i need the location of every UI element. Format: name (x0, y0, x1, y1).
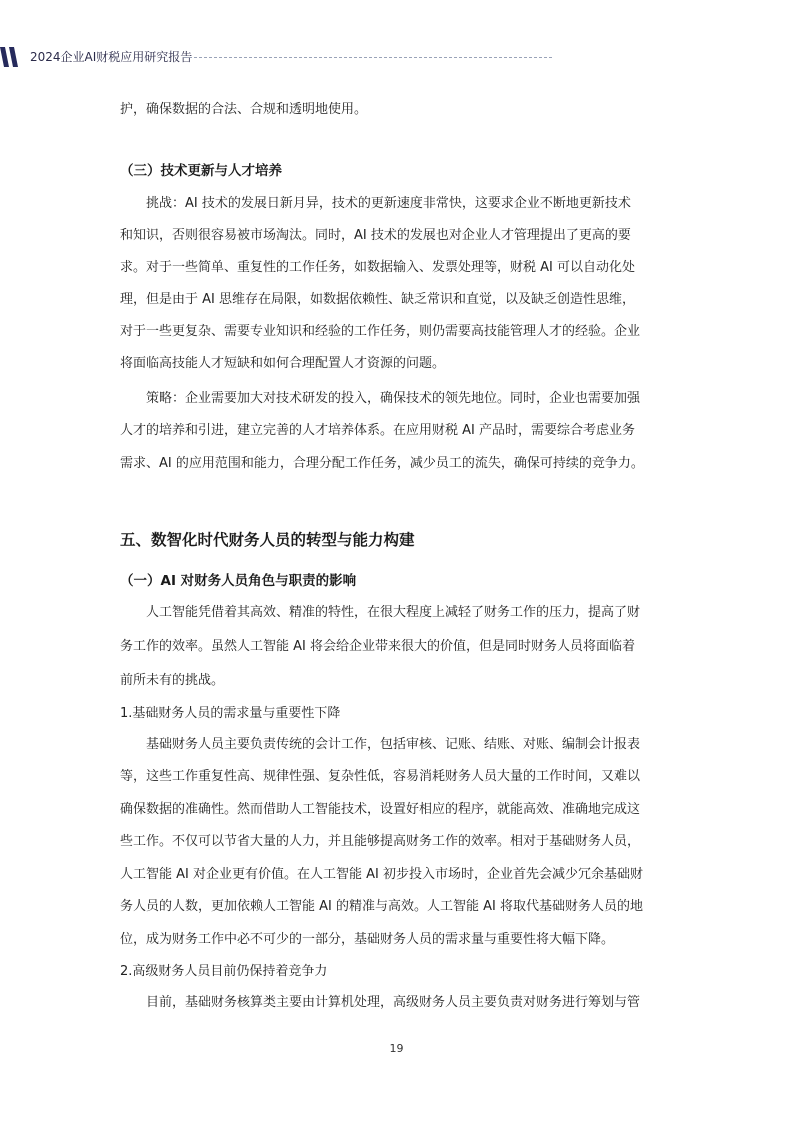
point-1-line: 确保数据的准确性。然而借助人工智能技术，设置好相应的程序，就能高效、准确地完成这 (120, 802, 641, 817)
challenge-line: 对于一些更复杂、需要专业知识和经验的工作任务，则仍需要高技能管理人才的经验。企业 (120, 324, 641, 339)
point-1-line: 位，成为财务工作中必不可少的一部分，基础财务人员的需求量与重要性将大幅下降。 (120, 932, 615, 947)
point-1-line: 等，这些工作重复性高、规律性强、复杂性低，容易消耗财务人员大量的工作时间，又难以 (120, 769, 641, 784)
point-1-line: 务人员的人数，更加依赖人工智能 AI 的精准与高效。人工智能 AI 将取代基础财务人员的地 (120, 899, 643, 914)
point-2-title: 2.高级财务人员目前仍保持着竞争力 (120, 964, 328, 979)
challenge-line: 求。对于一些简单、重复性的工作任务，如数据输入、发票处理等，财税 AI 可以自动化处 (120, 260, 635, 275)
point-1-line: 些工作。不仅可以节省大量的人力，并且能够提高财务工作的效率。相对于基础财务人员， (120, 834, 641, 849)
intro-line: 前所未有的挑战。 (120, 673, 225, 688)
point-1-line: 基础财务人员主要负责传统的会计工作，包括审核、记账、结账、对账、编制会计报表 (146, 737, 641, 752)
challenge-line: 挑战：AI 技术的发展日新月异，技术的更新速度非常快，这要求企业不断地更新技术 (146, 196, 631, 211)
section-heading-5: 五、数智化时代财务人员的转型与能力构建 (120, 531, 415, 549)
intro-line: 务工作的效率。虽然人工智能 AI 将会给企业带来很大的价值，但是同时财务人员将面临着 (120, 639, 635, 654)
challenge-line: 将面临高技能人才短缺和如何合理配置人才资源的问题。 (120, 356, 446, 371)
challenge-line: 理，但是由于 AI 思维存在局限，如数据依赖性、缺乏常识和直觉，以及缺乏创造性思维， (120, 292, 635, 307)
header-dotted-rule (184, 57, 552, 58)
subheading-ai-role-impact: （一）AI 对财务人员角色与职责的影响 (120, 573, 357, 589)
strategy-line: 人才的培养和引进，建立完善的人才培养体系。在应用财税 AI 产品时，需要综合考虑业务 (120, 423, 635, 438)
point-1-title: 1.基础财务人员的需求量与重要性下降 (120, 706, 341, 721)
header-report-title: 2024企业AI财税应用研究报告 (30, 50, 193, 64)
header-slash-logo (0, 47, 24, 67)
challenge-line: 和知识，否则很容易被市场淘汰。同时，AI 技术的发展也对企业人才管理提出了更高的要 (120, 228, 631, 243)
strategy-line: 策略：企业需要加大对技术研发的投入，确保技术的领先地位。同时，企业也需要加强 (146, 391, 641, 406)
subheading-tech-talent: （三）技术更新与人才培养 (120, 163, 282, 179)
page-number: 19 (389, 1042, 404, 1055)
intro-line: 人工智能凭借着其高效、精准的特性，在很大程度上减轻了财务工作的压力，提高了财 (146, 605, 641, 620)
point-2-line: 目前，基础财务核算类主要由计算机处理，高级财务人员主要负责对财务进行筹划与管 (146, 995, 641, 1010)
body-line: 护，确保数据的合法、合规和透明地使用。 (120, 102, 368, 117)
strategy-line: 需求、AI 的应用范围和能力，合理分配工作任务，减少员工的流失，确保可持续的竞争力。 (120, 456, 644, 471)
point-1-line: 人工智能 AI 对企业更有价值。在人工智能 AI 初步投入市场时，企业首先会减少冗余基础财 (120, 867, 643, 882)
